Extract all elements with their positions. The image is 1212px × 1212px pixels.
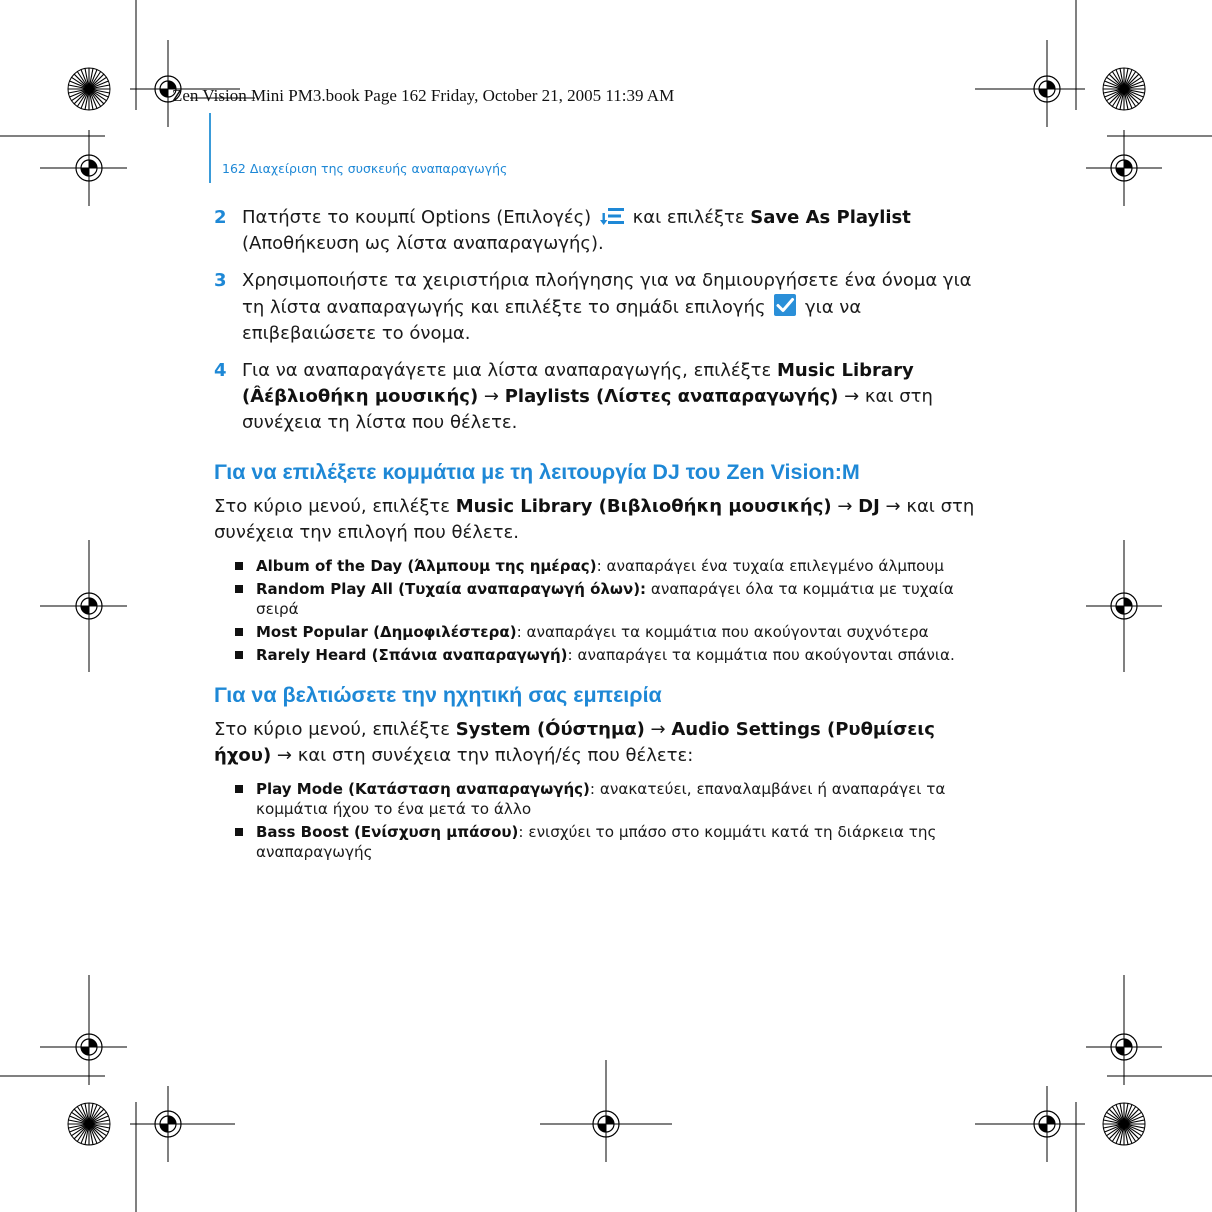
para-bold: System (Óύστημα) <box>455 719 645 740</box>
item-bold: Album of the Day (Άλμπουμ της ημέρας) <box>256 557 597 575</box>
item-bold: Play Mode (Κατάσταση αναπαραγωγής) <box>256 780 590 798</box>
step-bold: Save As Playlist <box>750 207 911 228</box>
step-bold: Music Library (Âέβλιοθήκη μουσικής) <box>242 360 914 407</box>
bullet-icon <box>235 785 243 793</box>
bullet-icon <box>235 562 243 570</box>
step-text: → και στη συνέχεια τη λίστα που θέλετε. <box>242 386 933 433</box>
list-item <box>234 579 974 619</box>
list-item <box>234 556 974 576</box>
step-text: και επιλέξτε <box>626 207 751 228</box>
para-text: Στο κύριο μενού, επιλέξτε <box>214 496 456 517</box>
item-bold: Rarely Heard (Σπάνια αναπαραγωγή) <box>256 646 568 664</box>
checkmark-icon <box>774 294 796 316</box>
step-text: Για να αναπαραγάγετε μια λίστα αναπαραγωγής, επιλέξτε <box>242 360 777 381</box>
step-number: 2 <box>214 207 227 228</box>
para-text: Στο κύριο μενού, επιλέξτε <box>214 719 456 740</box>
para-text: → <box>644 719 672 740</box>
para-bold: Audio Settings (Ρυθμίσεις ήχου) <box>214 719 935 766</box>
step-text: Πατήστε το κουμπί Options (Επιλογές) <box>242 207 597 228</box>
registration-star-bottom-right <box>1103 1103 1145 1145</box>
step-text: → <box>478 386 505 407</box>
item-bold: Random Play All (Τυχαία αναπαραγωγή όλων): <box>256 580 647 598</box>
step-text: Χρησιμοποιήστε τα χειριστήρια πλοήγησης για να δημιουργήσετε ένα όνομα για τη λίστα αναπαραγωγής και επιλέξτε το σημάδι επιλογής <box>242 270 972 318</box>
item-text: : ανακατεύει, επαναλαμβάνει ή αναπαράγει τα κομμάτια ήχου το ένα μετά το άλλο <box>256 780 946 818</box>
header-rule <box>209 113 211 183</box>
para-bold: DJ <box>858 496 880 517</box>
item-text: αναπαράγει όλα τα κομμάτια με τυχαία σειρά <box>256 580 954 618</box>
bullet-icon <box>235 828 243 836</box>
registration-star-top-right <box>1103 68 1145 110</box>
bullet-icon <box>235 628 243 636</box>
bullet-icon <box>235 651 243 659</box>
options-menu-icon <box>600 206 624 226</box>
section-audio-intro <box>214 717 994 769</box>
para-text: → και στη συνέχεια την επιλογή που θέλετε. <box>214 496 975 543</box>
item-text: : αναπαράγει τα κομμάτια που ακούγονται συχνότερα <box>516 623 929 641</box>
item-bold: Most Popular (Δημοφιλέστερα) <box>256 623 517 641</box>
step-text: (Αποθήκευση ως λίστα αναπαραγωγής). <box>242 233 604 254</box>
audio-options-list <box>234 779 974 862</box>
item-text: : αναπαράγει τα κομμάτια που ακούγονται σπάνια. <box>567 646 955 664</box>
list-item <box>234 822 974 862</box>
page-content <box>214 205 994 865</box>
bullet-icon <box>235 585 243 593</box>
registration-star-bottom-left <box>68 1103 110 1145</box>
list-item <box>234 779 974 819</box>
para-bold: Music Library (Βιβλιοθήκη μουσικής) <box>455 496 832 517</box>
step-4 <box>214 358 994 436</box>
step-bold: Playlists (Λίστες αναπαραγωγής) <box>504 386 839 407</box>
registration-star-top-left <box>68 68 110 110</box>
step-number: 3 <box>214 270 227 291</box>
list-item <box>234 645 974 665</box>
para-text: → <box>831 496 859 517</box>
section-dj-intro <box>214 494 994 546</box>
item-text: : ενισχύει το μπάσο στο κομμάτι κατά τη διάρκεια της αναπαραγωγής <box>256 823 937 861</box>
list-item <box>234 622 974 642</box>
step-3 <box>214 268 994 347</box>
section-heading-audio: Για να βελτιώσετε την ηχητική σας εμπειρία <box>214 683 662 707</box>
step-text: για να επιβεβαιώσετε το όνομα. <box>242 297 862 344</box>
item-text: : αναπαράγει ένα τυχαία επιλεγμένο άλμπουμ <box>596 557 944 575</box>
step-2 <box>214 205 994 257</box>
dj-options-list <box>234 556 974 665</box>
running-head: 162 Διαχείριση της συσκευής αναπαραγωγής <box>222 161 508 176</box>
para-text: → και στη συνέχεια την πιλογή/ές που θέλετε: <box>271 745 694 766</box>
print-slug: Zen Vision Mini PM3.book Page 162 Friday, October 21, 2005 11:39 AM <box>172 86 675 105</box>
item-bold: Bass Boost (Ενίσχυση μπάσου) <box>256 823 519 841</box>
section-heading-dj: Για να επιλέξετε κομμάτια με τη λειτουργία DJ του Zen Vision:M <box>214 460 860 484</box>
step-number: 4 <box>214 360 227 381</box>
